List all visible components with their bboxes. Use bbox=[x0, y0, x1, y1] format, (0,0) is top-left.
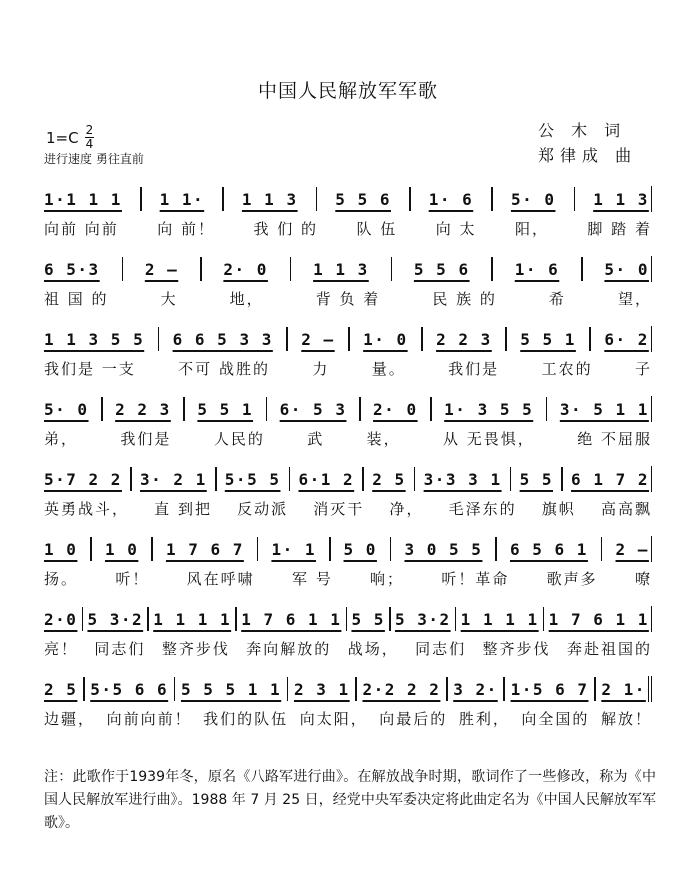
lyrics-line bbox=[44, 498, 652, 519]
notation-line bbox=[44, 256, 652, 282]
measure: 1· 6 bbox=[428, 189, 474, 209]
time-signature bbox=[85, 124, 95, 151]
measure: 1 1 1 1 bbox=[153, 609, 232, 629]
measure: 5· 0 bbox=[604, 259, 649, 279]
lyric-segment: 工农的 bbox=[541, 360, 593, 378]
score-row bbox=[44, 256, 652, 309]
lyric-segment: 旗帜 bbox=[541, 500, 576, 518]
score-row bbox=[44, 396, 652, 449]
notation-line bbox=[44, 186, 652, 212]
lyric-segment: 净， bbox=[389, 500, 424, 518]
measure: 6 5·3 bbox=[44, 259, 100, 279]
lyrics-line bbox=[44, 568, 652, 589]
lyrics-line bbox=[44, 708, 652, 729]
lyric-segment: 地， bbox=[229, 290, 264, 308]
lyric-segment: 亮！ bbox=[44, 640, 79, 658]
measure: 1· 1 bbox=[271, 539, 316, 559]
lyric-segment: 军 号 bbox=[291, 570, 333, 588]
lyric-segment: 消灭干 bbox=[313, 500, 365, 518]
measure: 3· 5 1 1 bbox=[559, 399, 649, 419]
bar-line bbox=[446, 677, 448, 701]
lyric-segment: 反动派 bbox=[237, 500, 289, 518]
measure: 5 5 1 bbox=[197, 399, 254, 419]
lyric-segment: 嘹 bbox=[634, 570, 652, 588]
lyric-segment: 整齐步伐 bbox=[482, 640, 551, 658]
measure: 5 0 bbox=[343, 539, 377, 559]
lyric-segment: 我们是 一支 bbox=[44, 360, 136, 378]
notation-line bbox=[44, 606, 652, 632]
bar-line bbox=[266, 397, 268, 421]
measure: 5· 0 bbox=[510, 189, 556, 209]
bar-line bbox=[510, 467, 512, 491]
lyric-segment: 向 太 bbox=[435, 220, 477, 238]
bar-line bbox=[491, 187, 493, 211]
time-signature-bottom: 4 bbox=[85, 137, 94, 151]
measure: 6 5 6 1 bbox=[510, 539, 588, 559]
measure: 5 5 bbox=[351, 609, 385, 629]
bar-line bbox=[140, 187, 142, 211]
composer-credit: 郑律成 曲 bbox=[538, 146, 638, 165]
bar-line bbox=[409, 187, 411, 211]
lyric-segment: 武 bbox=[307, 430, 325, 448]
bar-line bbox=[257, 537, 259, 561]
lyric-segment: 奔赴祖国的 bbox=[566, 640, 652, 658]
lyric-segment: 我们是 bbox=[448, 360, 500, 378]
score-row bbox=[44, 606, 652, 659]
bar-line bbox=[329, 537, 331, 561]
key-tonic: 1=C bbox=[46, 128, 79, 147]
lyrics-line bbox=[44, 358, 652, 379]
bar-line bbox=[289, 467, 291, 491]
lyric-segment: 量。 bbox=[371, 360, 406, 378]
measure: 2 5 bbox=[372, 469, 406, 489]
lyric-segment: 解放！ bbox=[600, 710, 652, 728]
measure: 1 0 bbox=[44, 539, 78, 559]
lyric-segment: 听！革命 bbox=[441, 570, 510, 588]
notation-line bbox=[44, 676, 652, 702]
bar-line bbox=[430, 397, 432, 421]
lyric-segment: 我 们 的 bbox=[253, 220, 319, 238]
measure: 2 2 3 bbox=[436, 329, 492, 349]
time-signature-top: 2 bbox=[85, 123, 94, 137]
lyric-segment: 力 bbox=[312, 360, 330, 378]
key-signature bbox=[46, 124, 94, 151]
bar-line bbox=[346, 607, 348, 631]
lyric-segment: 向前向前！ bbox=[106, 710, 192, 728]
score-row bbox=[44, 466, 652, 519]
measure: 5·5 5 bbox=[224, 469, 281, 489]
lyric-segment: 背 负 着 bbox=[315, 290, 381, 308]
measure: 2·2 2 2 bbox=[362, 679, 441, 699]
lyric-segment: 胜利， bbox=[458, 710, 510, 728]
bar-line bbox=[546, 397, 548, 421]
notation-line bbox=[44, 396, 652, 422]
bar-line bbox=[503, 677, 505, 701]
lyric-segment: 脚 踏 着 bbox=[587, 220, 652, 238]
bar-line bbox=[543, 607, 545, 631]
measure: 1 0 bbox=[104, 539, 139, 559]
measure: 6· 2 bbox=[604, 329, 649, 349]
notation-line bbox=[44, 536, 652, 562]
measure: 1 1· bbox=[159, 189, 205, 209]
notation-line bbox=[44, 326, 652, 352]
tempo-marking: 进行速度 勇往直前 bbox=[44, 152, 144, 166]
bar-line bbox=[355, 677, 357, 701]
bar-line bbox=[316, 187, 318, 211]
measure: 2· 0 bbox=[223, 259, 268, 279]
bar-line bbox=[235, 607, 237, 631]
measure: 1· 6 bbox=[514, 259, 560, 279]
bar-line bbox=[101, 397, 103, 421]
measure: 1 7 6 7 bbox=[165, 539, 244, 559]
bar-line bbox=[455, 607, 457, 631]
bar-line bbox=[594, 677, 596, 701]
lyric-segment: 子 bbox=[634, 360, 652, 378]
score-row bbox=[44, 326, 652, 379]
lyric-segment: 民 族 的 bbox=[432, 290, 497, 308]
bar-line bbox=[286, 327, 288, 351]
measure: 5 5 1 bbox=[520, 329, 576, 349]
lyric-segment: 望， bbox=[617, 290, 652, 308]
measure: 2· 0 bbox=[373, 399, 418, 419]
lyric-segment: 风在呼啸 bbox=[186, 570, 255, 588]
footnote: 注：此歌作于1939年冬，原名《八路军进行曲》。在解放战争时期，歌词作了一些修改，称为《中国人民解放军进行曲》。1988 年 7 月 25 日，经党中央军委决定将此曲定名为《中国人民解放军军歌》。 bbox=[44, 769, 656, 831]
measure: 1 1 3 bbox=[241, 189, 298, 209]
measure: 2 – bbox=[615, 539, 649, 559]
bar-line bbox=[589, 327, 591, 351]
lyric-segment: 阳， bbox=[514, 220, 549, 238]
measure: 1· 0 bbox=[363, 329, 408, 349]
measure: 5 5 5 1 1 bbox=[180, 679, 282, 699]
bar-line bbox=[348, 327, 350, 351]
measure: 6 6 5 3 3 bbox=[172, 329, 273, 349]
lyric-segment: 英勇战斗， bbox=[44, 500, 130, 518]
score-row bbox=[44, 536, 652, 589]
measure: 6· 5 3 bbox=[279, 399, 347, 419]
lyric-segment: 扬。 bbox=[44, 570, 79, 588]
measure: 1·5 6 7 bbox=[510, 679, 589, 699]
measure: 1 1 3 bbox=[313, 259, 369, 279]
lyric-segment: 直 到把 bbox=[154, 500, 212, 518]
bar-line bbox=[130, 467, 132, 491]
lyric-segment: 大 bbox=[160, 290, 178, 308]
measure: 3 0 5 5 bbox=[404, 539, 483, 559]
lyric-segment: 同志们 bbox=[94, 640, 146, 658]
bar-line bbox=[200, 257, 202, 281]
bar-line bbox=[90, 537, 92, 561]
bar-line bbox=[491, 257, 493, 281]
measure: 3 2· bbox=[453, 679, 498, 699]
bar-line bbox=[561, 467, 563, 491]
measure: 2·0 bbox=[44, 609, 78, 629]
lyric-segment: 战场， bbox=[347, 640, 399, 658]
lyrics-line bbox=[44, 288, 652, 309]
bar-line bbox=[581, 257, 583, 281]
measure: 6·1 2 bbox=[298, 469, 355, 489]
bar-line bbox=[505, 327, 507, 351]
lyric-segment: 响； bbox=[370, 570, 405, 588]
measure: 3· 2 1 bbox=[139, 469, 207, 489]
bar-line bbox=[215, 467, 217, 491]
bar-line bbox=[174, 677, 176, 701]
measure: 6 1 7 2 bbox=[571, 469, 649, 489]
measure: 1 1 3 5 5 bbox=[44, 329, 145, 349]
lyric-segment: 装， bbox=[366, 430, 401, 448]
notation-line bbox=[44, 466, 652, 492]
lyric-segment: 弟， bbox=[44, 430, 79, 448]
lyric-segment: 我们是 bbox=[120, 430, 172, 448]
lyric-segment: 绝 不屈服 bbox=[577, 430, 652, 448]
measure: 5· 0 bbox=[44, 399, 89, 419]
bar-line bbox=[222, 187, 224, 211]
lyricist-credit: 公 木 词 bbox=[538, 121, 627, 140]
measure: 1· 3 5 5 bbox=[444, 399, 534, 419]
lyric-segment: 整齐步伐 bbox=[161, 640, 230, 658]
measure: 2 – bbox=[144, 259, 179, 279]
lyric-segment: 边疆， bbox=[44, 710, 96, 728]
bar-line bbox=[82, 607, 84, 631]
lyric-segment: 我们的队伍 bbox=[203, 710, 289, 728]
bar-line bbox=[391, 257, 393, 281]
score-row bbox=[44, 186, 652, 239]
lyric-segment: 不可 战胜的 bbox=[178, 360, 270, 378]
bar-line bbox=[287, 677, 289, 701]
measure: 5 5 6 bbox=[335, 189, 391, 209]
measure: 2 5 bbox=[44, 679, 78, 699]
lyric-segment: 向最后的 bbox=[379, 710, 448, 728]
bar-line bbox=[359, 397, 361, 421]
bar-line bbox=[574, 187, 576, 211]
measure: 3·3 3 1 bbox=[423, 469, 502, 489]
bar-line bbox=[389, 607, 391, 631]
measure: 5 3·2 bbox=[394, 609, 451, 629]
song-title: 中国人民解放军军歌 bbox=[257, 80, 438, 102]
bar-line bbox=[158, 327, 160, 351]
lyric-segment: 祖 国 的 bbox=[44, 290, 109, 308]
measure: 5 5 6 bbox=[413, 259, 470, 279]
bar-line bbox=[495, 537, 497, 561]
bar-line bbox=[122, 257, 124, 281]
bar-line bbox=[390, 537, 392, 561]
lyrics-line bbox=[44, 218, 652, 239]
bar-line bbox=[601, 537, 603, 561]
bar-line bbox=[421, 327, 423, 351]
measure: 2 2 3 bbox=[115, 399, 171, 419]
lyric-segment: 向全国的 bbox=[521, 710, 590, 728]
lyric-segment: 高高飘 bbox=[600, 500, 652, 518]
lyric-segment: 毛泽东的 bbox=[448, 500, 517, 518]
bar-line bbox=[151, 537, 153, 561]
lyric-segment: 听！ bbox=[115, 570, 150, 588]
lyric-segment: 队 伍 bbox=[356, 220, 398, 238]
lyrics-line bbox=[44, 428, 652, 449]
lyric-segment: 从 无畏惧， bbox=[443, 430, 535, 448]
measure: 2 1· bbox=[601, 679, 646, 699]
measure: 5 3·2 bbox=[87, 609, 144, 629]
lyric-segment: 向 前！ bbox=[157, 220, 216, 238]
lyric-segment: 同志们 bbox=[415, 640, 467, 658]
bar-line bbox=[290, 257, 292, 281]
measure: 5 5 bbox=[519, 469, 554, 489]
lyric-segment: 向太阳， bbox=[299, 710, 368, 728]
bar-line bbox=[414, 467, 416, 491]
measure: 1 7 6 1 1 bbox=[548, 609, 649, 629]
measure: 5·7 2 2 bbox=[44, 469, 122, 489]
lyric-segment: 人民的 bbox=[213, 430, 265, 448]
measure: 2 3 1 bbox=[293, 679, 350, 699]
lyric-segment: 歌声多 bbox=[546, 570, 598, 588]
lyrics-line bbox=[44, 638, 652, 659]
measure: 2 – bbox=[301, 329, 335, 349]
measure: 1·1 1 1 bbox=[44, 189, 122, 209]
lyric-segment: 向前 向前 bbox=[44, 220, 119, 238]
score-row bbox=[44, 676, 652, 729]
measure: 1 1 3 bbox=[593, 189, 649, 209]
measure: 1 7 6 1 1 bbox=[241, 609, 342, 629]
bar-line bbox=[147, 607, 149, 631]
lyric-segment: 奔向解放的 bbox=[246, 640, 332, 658]
measure: 5·5 6 6 bbox=[90, 679, 169, 699]
measure: 1 1 1 1 bbox=[460, 609, 539, 629]
bar-line bbox=[183, 397, 185, 421]
bar-line bbox=[362, 467, 364, 491]
lyric-segment: 希 bbox=[548, 290, 566, 308]
bar-line bbox=[83, 677, 85, 701]
